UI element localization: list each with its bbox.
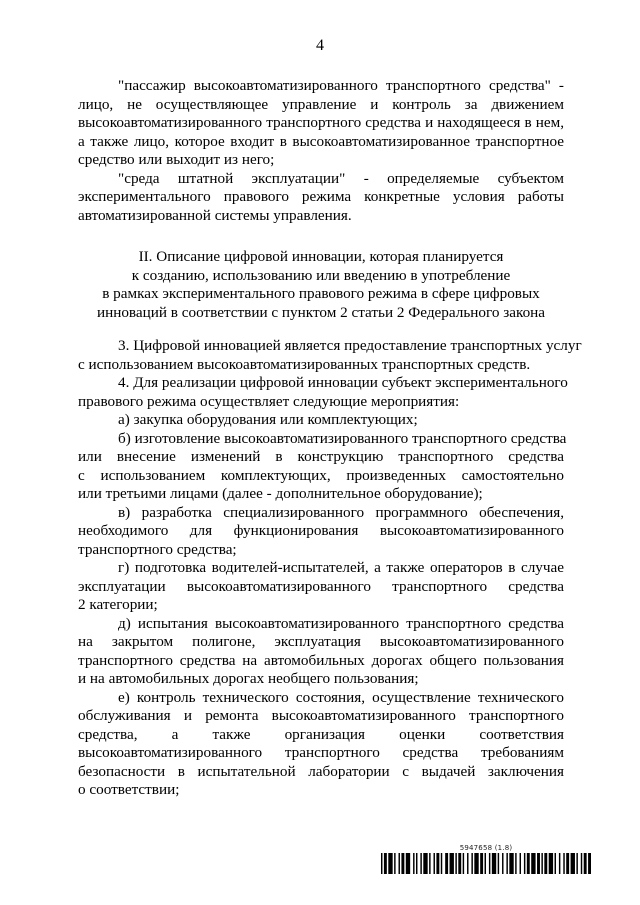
barcode-bar [515,853,516,874]
barcode-bar [559,853,560,874]
definition-line: лицо, не осуществляющее управление и контроль за движением [78,95,564,113]
barcode-bar [566,853,569,874]
definition-line: автоматизированной системы управления. [78,206,352,224]
barcode-bar [498,853,499,874]
barcode-bar [399,853,400,874]
barcode-bar [450,853,454,874]
body-paragraph [78,337,582,374]
document-stamp-id: 5947658 (1.8) [459,844,513,852]
definition-line: экспериментального правового режима конкретные условия работы [78,188,564,205]
barcode-bar [420,853,421,874]
barcode-bar [531,853,535,874]
body-line: д) испытания высокоавтоматизированного транспортного средства [118,614,564,632]
body-line: правового режима осуществляет следующие мероприятия: [78,392,460,410]
body-line: на закрытом полигоне, эксплуатация высокоавтоматизированного [78,633,564,650]
body-line: или третьими лицами (далее - дополнительное оборудование); [78,485,483,502]
document-barcode [381,853,591,874]
section-heading-line: II. Описание цифровой инновации, которая планируется [138,248,504,265]
barcode-bar [544,853,547,874]
body-line: 3. Цифровой инновацией является предоставление транспортных услуг [118,337,582,354]
body-line: необходимого для функционирования высокоавтоматизированного [78,522,564,539]
barcode-bar [445,853,448,874]
barcode-bar [416,853,417,874]
body-line: с использованием высокоавтоматизированных транспортных средств. [78,355,531,373]
body-paragraph [78,615,564,689]
barcode-bar [406,853,410,874]
barcode-bar [384,853,387,874]
body-line: или внесение изменений в конструкцию транспортного средства [78,448,564,465]
body-paragraph [78,411,564,430]
barcode-bar [394,853,395,874]
barcode-bar [492,853,496,874]
barcode-bar [474,853,478,874]
barcode-bar [434,853,435,874]
page-number: 4 [316,37,324,54]
body-line: а) закупка оборудования или комплектующих; [118,411,418,428]
body-line: и на автомобильных дорогах необщего пользования; [78,670,419,687]
body-line: е) контроль технического состояния, осуществление технического [118,688,564,706]
barcode-bar [502,853,503,874]
barcode-bar [485,853,486,874]
body-paragraph [78,689,564,800]
body-line: о соответствии; [78,781,180,798]
body-line: высокоавтоматизированного транспортного средства требованиям [78,744,564,761]
barcode-bar [401,853,404,874]
barcode-bar [584,853,587,874]
section-heading [78,248,564,322]
body-paragraph [78,374,568,411]
definition-line: средство или выходит из него; [78,151,275,168]
definition-line: а также лицо, которое входит в высокоавтоматизированное транспортное [78,132,564,150]
body-line: транспортного средства на автомобильных дорогах общего пользования [78,651,564,669]
barcode-bar [576,853,577,874]
body-line: обслуживания и ремонта высокоавтоматизированного транспортного [78,707,564,724]
barcode-bar [571,853,575,874]
barcode-bar [555,853,556,874]
section-heading-line: инноваций в соответствии с пунктом 2 статьи 2 Федерального закона [96,303,546,321]
barcode-bar [455,853,456,874]
body-line: средства, а также организация оценки соответствия [78,725,564,743]
barcode-bar [563,853,564,874]
barcode-bar [527,853,530,874]
barcode-bar [524,853,525,874]
definition-paragraph [78,170,564,226]
barcode-bar [423,853,427,874]
barcode-bar [537,853,540,874]
barcode-bar [549,853,553,874]
barcode-bar [388,853,392,874]
definition-line: "среда штатной эксплуатации" - определяемые субъектом [118,169,564,187]
section-heading-line: к созданию, использованию или введению в употребление [131,266,511,284]
barcode-bar [480,853,483,874]
barcode-bar [588,853,591,874]
barcode-bar [463,853,464,874]
body-line: транспортного средства; [78,540,237,558]
barcode-bar [458,853,461,874]
barcode-bar [509,853,513,874]
section-heading-line: в рамках экспериментального правового режима в сфере цифровых [102,285,540,302]
definition-line: высокоавтоматизированного транспортного средства и находящееся в нем, [78,114,564,131]
body-line: б) изготовление высокоавтоматизированного транспортного средства [118,429,567,447]
definition-paragraph [78,77,564,170]
body-paragraph [78,504,564,560]
barcode-bar [520,853,521,874]
barcode-bar [467,853,468,874]
body-paragraph [78,559,564,615]
definitions-block [78,77,564,225]
barcode-bar [581,853,582,874]
barcode-bar [471,853,472,874]
barcode-bar [429,853,430,874]
body-line: с использованием комплектующих, произведенных самостоятельно [78,466,564,484]
barcode-bar [381,853,382,874]
main-body [78,337,582,800]
body-line: в) разработка специализированного программного обеспечения, [118,503,564,521]
barcode-bar [489,853,490,874]
body-line: эксплуатации высокоавтоматизированного транспортного средства [78,577,564,595]
barcode-bar [541,853,542,874]
barcode-bar [413,853,414,874]
definition-line: "пассажир высокоавтоматизированного транспортного средства" - [118,77,564,94]
body-line: г) подготовка водителей-испытателей, а также операторов в случае [118,559,564,576]
barcode-bar [441,853,442,874]
body-paragraph [78,429,567,504]
barcode-bar [436,853,439,874]
body-line: 4. Для реализации цифровой инновации субъект экспериментального [118,374,568,391]
body-line: безопасности в испытательной лаборатории с выдачей заключения [78,762,564,780]
barcode-bar [506,853,507,874]
body-line: 2 категории; [78,596,158,613]
